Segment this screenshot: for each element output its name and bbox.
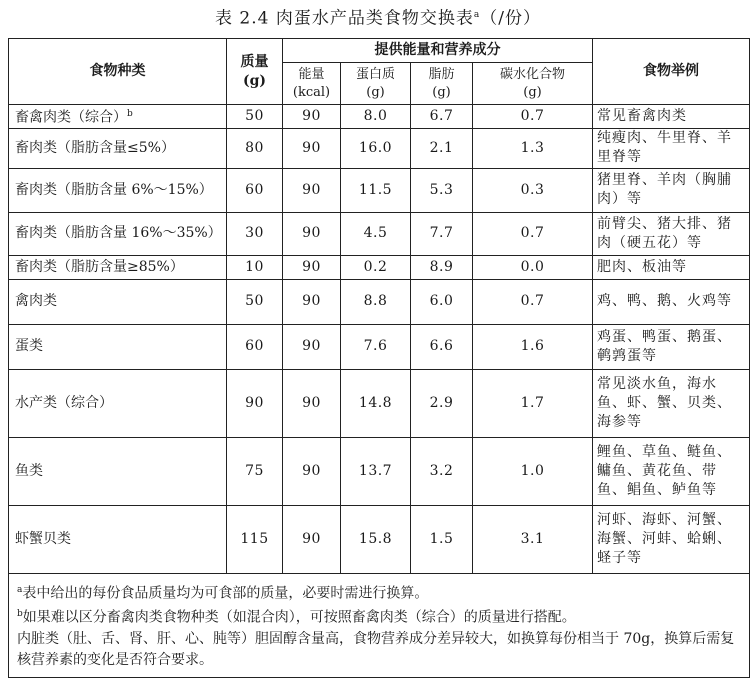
food-cell: 水产类（综合） bbox=[9, 369, 227, 437]
header-energy bbox=[283, 63, 341, 105]
food-cell: 畜肉类（脂肪含量≥85%） bbox=[9, 255, 227, 279]
carb-cell: 0.7 bbox=[473, 105, 593, 129]
carb-cell: 0.7 bbox=[473, 212, 593, 255]
header-carb-unit: (g) bbox=[523, 84, 542, 100]
energy-cell: 90 bbox=[283, 212, 341, 255]
header-mass-unit: (g) bbox=[242, 72, 267, 89]
protein-cell: 4.5 bbox=[341, 212, 411, 255]
carb-cell: 1.6 bbox=[473, 324, 593, 369]
mass-cell: 80 bbox=[227, 128, 283, 168]
header-protein-label: 蛋白质 bbox=[355, 66, 395, 82]
footnote-a-mark: a bbox=[17, 584, 23, 595]
examples-cell: 常见淡水鱼，海水鱼、虾、蟹、贝类、海参等 bbox=[593, 369, 750, 437]
mass-cell: 50 bbox=[227, 105, 283, 129]
energy-cell: 90 bbox=[283, 128, 341, 168]
header-fat bbox=[411, 63, 473, 105]
energy-cell: 90 bbox=[283, 279, 341, 324]
energy-cell: 90 bbox=[283, 505, 341, 573]
examples-cell: 鲤鱼、草鱼、鲢鱼、鳙鱼、黄花鱼、带鱼、鲳鱼、鲈鱼等 bbox=[593, 437, 750, 505]
energy-cell: 90 bbox=[283, 437, 341, 505]
examples-cell: 肥肉、板油等 bbox=[593, 255, 750, 279]
header-food-type: 食物种类 bbox=[9, 39, 227, 105]
footnote-c: 内脏类（肚、舌、肾、肝、心、肫等）胆固醇含量高，食物营养成分差异较大，如换算每份相当于 70g，换算后需复核营养素的变化是否符合要求。 bbox=[17, 630, 735, 668]
header-energy-label: 能量 bbox=[298, 66, 325, 82]
food-cell bbox=[9, 105, 227, 129]
fat-cell: 6.6 bbox=[411, 324, 473, 369]
table-title bbox=[0, 4, 756, 30]
energy-cell: 90 bbox=[283, 168, 341, 212]
mass-cell: 115 bbox=[227, 505, 283, 573]
footnote-a-text: 表中给出的每份食品质量均为可食部的质量，必要时需进行换算。 bbox=[22, 585, 429, 602]
mass-cell: 10 bbox=[227, 255, 283, 279]
table-row bbox=[9, 255, 750, 279]
fat-cell: 6.7 bbox=[411, 105, 473, 129]
carb-cell: 0.3 bbox=[473, 168, 593, 212]
fat-cell: 2.9 bbox=[411, 369, 473, 437]
examples-cell: 常见畜禽肉类 bbox=[593, 105, 750, 129]
mass-cell: 30 bbox=[227, 212, 283, 255]
protein-cell: 15.8 bbox=[341, 505, 411, 573]
mass-cell: 75 bbox=[227, 437, 283, 505]
food-cell: 畜肉类（脂肪含量 6%～15%） bbox=[9, 168, 227, 212]
footnote-mark: b bbox=[127, 109, 133, 119]
examples-cell: 猪里脊、羊肉（胸脯肉）等 bbox=[593, 168, 750, 212]
table-row bbox=[9, 212, 750, 255]
header-examples: 食物举例 bbox=[593, 39, 750, 105]
header-row-1 bbox=[9, 39, 750, 63]
table-row bbox=[9, 369, 750, 437]
table-row bbox=[9, 105, 750, 129]
carb-cell: 0.7 bbox=[473, 279, 593, 324]
table-row bbox=[9, 128, 750, 168]
footnote-b bbox=[17, 604, 741, 629]
mass-cell: 60 bbox=[227, 324, 283, 369]
examples-cell: 鸡蛋、鸭蛋、鹅蛋、鹌鹑蛋等 bbox=[593, 324, 750, 369]
table-row bbox=[9, 168, 750, 212]
header-fat-label: 脂肪 bbox=[428, 66, 455, 82]
protein-cell: 8.0 bbox=[341, 105, 411, 129]
carb-cell: 1.7 bbox=[473, 369, 593, 437]
header-carb bbox=[473, 63, 593, 105]
table-row bbox=[9, 437, 750, 505]
title-suffix: （/份） bbox=[480, 8, 541, 29]
protein-cell: 0.2 bbox=[341, 255, 411, 279]
protein-cell: 11.5 bbox=[341, 168, 411, 212]
food-cell: 畜肉类（脂肪含量≤5%） bbox=[9, 128, 227, 168]
protein-cell: 7.6 bbox=[341, 324, 411, 369]
mass-cell: 60 bbox=[227, 168, 283, 212]
protein-cell: 16.0 bbox=[341, 128, 411, 168]
food-cell: 虾蟹贝类 bbox=[9, 505, 227, 573]
food-cell: 禽肉类 bbox=[9, 279, 227, 324]
fat-cell: 6.0 bbox=[411, 279, 473, 324]
carb-cell: 1.0 bbox=[473, 437, 593, 505]
carb-cell: 1.3 bbox=[473, 128, 593, 168]
fat-cell: 1.5 bbox=[411, 505, 473, 573]
footnote-a bbox=[17, 580, 741, 605]
carb-cell: 0.0 bbox=[473, 255, 593, 279]
food-cell: 鱼类 bbox=[9, 437, 227, 505]
footnote-b-text: 如果难以区分畜禽肉类食物种类（如混合肉），可按照畜禽肉类（综合）的质量进行搭配。 bbox=[22, 609, 576, 626]
header-mass-label: 质量 bbox=[240, 53, 269, 70]
energy-cell: 90 bbox=[283, 255, 341, 279]
carb-cell: 3.1 bbox=[473, 505, 593, 573]
table-row bbox=[9, 324, 750, 369]
energy-cell: 90 bbox=[283, 324, 341, 369]
header-protein bbox=[341, 63, 411, 105]
protein-cell: 8.8 bbox=[341, 279, 411, 324]
footnote-b-mark: b bbox=[17, 609, 23, 620]
examples-cell: 纯瘦肉、牛里脊、羊里脊等 bbox=[593, 128, 750, 168]
header-protein-unit: (g) bbox=[366, 84, 385, 100]
title-text: 表 2.4 肉蛋水产品类食物交换表 bbox=[215, 8, 474, 29]
examples-cell: 河虾、海虾、河蟹、海蟹、河蚌、蛤蜊、蛏子等 bbox=[593, 505, 750, 573]
exchange-table bbox=[8, 38, 750, 678]
mass-cell: 90 bbox=[227, 369, 283, 437]
header-carb-label: 碳水化合物 bbox=[499, 66, 565, 82]
fat-cell: 2.1 bbox=[411, 128, 473, 168]
protein-cell: 14.8 bbox=[341, 369, 411, 437]
header-mass bbox=[227, 39, 283, 105]
header-fat-unit: (g) bbox=[432, 84, 451, 100]
fat-cell: 7.7 bbox=[411, 212, 473, 255]
fat-cell: 5.3 bbox=[411, 168, 473, 212]
food-cell: 畜肉类（脂肪含量 16%～35%） bbox=[9, 212, 227, 255]
mass-cell: 50 bbox=[227, 279, 283, 324]
table-row bbox=[9, 505, 750, 573]
energy-cell: 90 bbox=[283, 369, 341, 437]
footnotes-row bbox=[9, 573, 750, 677]
fat-cell: 8.9 bbox=[411, 255, 473, 279]
fat-cell: 3.2 bbox=[411, 437, 473, 505]
examples-cell: 前臂尖、猪大排、猪肉（硬五花）等 bbox=[593, 212, 750, 255]
food-cell: 蛋类 bbox=[9, 324, 227, 369]
title-footnote-mark: a bbox=[473, 10, 481, 20]
food-name: 畜禽肉类（综合） bbox=[15, 109, 127, 126]
table-row bbox=[9, 279, 750, 324]
examples-cell: 鸡、鸭、鹅、火鸡等 bbox=[593, 279, 750, 324]
footnotes-cell bbox=[9, 573, 750, 677]
energy-cell: 90 bbox=[283, 105, 341, 129]
header-group: 提供能量和营养成分 bbox=[283, 39, 593, 63]
protein-cell: 13.7 bbox=[341, 437, 411, 505]
header-energy-unit: (kcal) bbox=[292, 84, 331, 100]
